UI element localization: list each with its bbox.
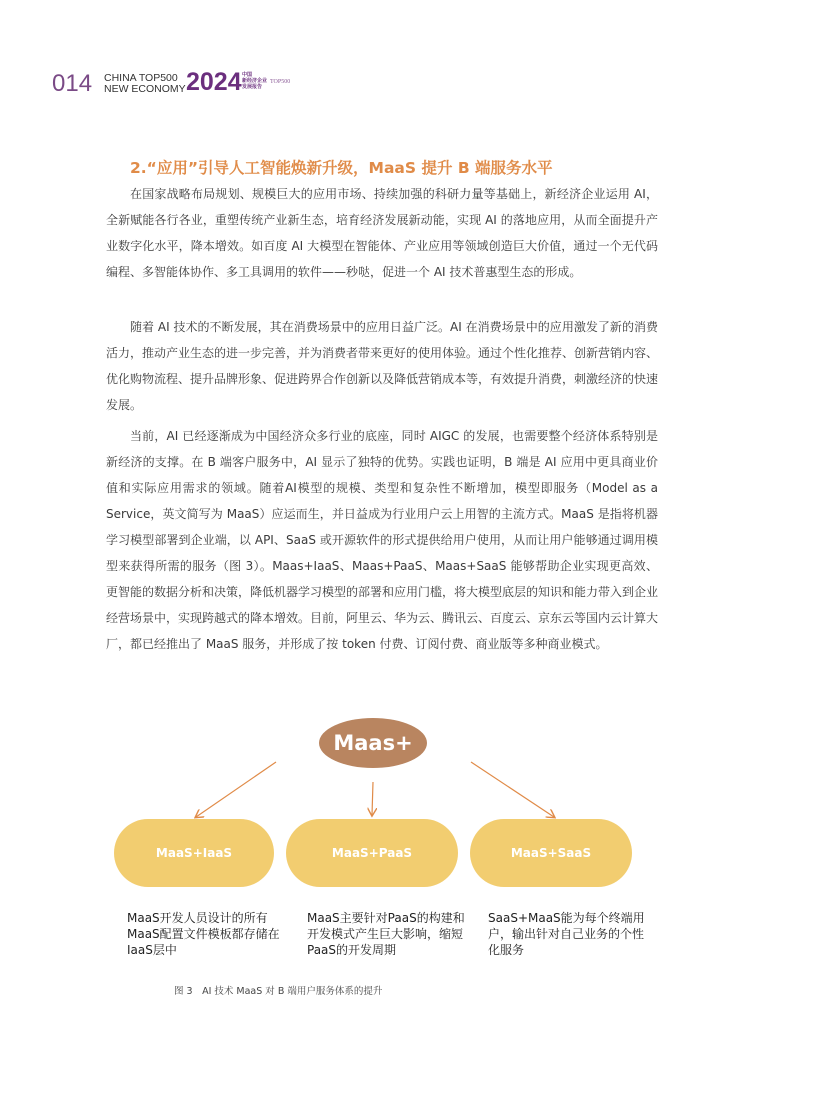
- maas-paas-description: MaaS主要针对PaaS的构建和开发模式产生巨大影响，缩短PaaS的开发周期: [307, 911, 465, 957]
- report-title-cn-line-3: 发展报告: [242, 84, 263, 90]
- brand-line-2: NEW ECONOMY: [104, 83, 186, 95]
- paragraph: 随着 AI 技术的不断发展，其在消费场景中的应用日益广泛。AI 在消费场景中的应用激发了新的消费活力，推动产业生态的进一步完善，并为消费者带来更好的使用体验。通过个性化推荐、创新营销内容、优化购物流程、提升品牌形象、促进跨界合作创新以及降低营销成本等，有效提升消费，刺激经济的快速发展。: [106, 320, 659, 412]
- section-title: 2.“应用”引导人工智能焕新升级，MaaS 提升 B 端服务水平: [130, 159, 553, 177]
- page-number: 014: [52, 70, 93, 97]
- maas-paas-node: MaaS+PaaS: [286, 819, 458, 887]
- report-title-cn-line-1: 中国: [242, 72, 253, 78]
- figure-caption: 图 3 AI 技术 MaaS 对 B 端用户服务体系的提升: [174, 986, 383, 997]
- arrow-to-iaas: [196, 762, 276, 817]
- brand-english: [104, 73, 188, 95]
- report-title-cn: [242, 72, 272, 90]
- maas-center-node: Maas+: [319, 718, 427, 768]
- maas-saas-node: MaaS+SaaS: [470, 819, 632, 887]
- maas-iaas-node: MaaS+IaaS: [114, 819, 274, 887]
- maas-saas-description: SaaS+MaaS能为每个终端用户，输出针对自己业务的个性化服务: [488, 911, 645, 957]
- paragraph: 在国家战略布局规划、规模巨大的应用市场、持续加强的科研力量等基础上，新经济企业运用 AI，全新赋能各行各业，重塑传统产业新生态，培育经济发展新动能，实现 AI 的落地应用，从而全面提升产业数字化水平，降本增效。如百度 AI 大模型在智能体、产业应用等领域创造巨大价值，通过一个无代码编程、多智能体协作、多工具调用的软件——秒哒，促进一个 AI 技术普惠型生态的形成。: [106, 187, 658, 279]
- arrow-to-saas: [471, 762, 554, 817]
- report-title-cn-line-2: 新经济企业: [242, 78, 268, 84]
- top500-mark: TOP500: [270, 79, 291, 85]
- brand-line-1: CHINA TOP500: [104, 72, 178, 84]
- maas-iaas-description: MaaS开发人员设计的所有MaaS配置文件模板都存储在IaaS层中: [127, 911, 280, 957]
- arrow-to-paas: [372, 782, 373, 815]
- paragraph: 当前，AI 已经逐渐成为中国经济众多行业的底座，同时 AIGC 的发展，也需要整个经济体系特别是新经济的支撑。在 B 端客户服务中，AI 显示了独特的优势。实践也证明，B 端是 AI 应用中更具商业价值和实际应用需求的领域。随着AI模型的规模、类型和复杂性不断增加，模型即服务（Model as a Service，英文简写为 MaaS）应运而生，并日益成为行业用户云上用智的主流方式。MaaS 是指将机器学习模型部署到企业端，以 API、SaaS 或开源软件的形式提供给用户使用，从而让用户能够通过调用模型来获得所需的服务（图 3）。Maas+IaaS、Maas+PaaS、Maas+SaaS 能够帮助企业实现更高效、更智能的数据分析和决策，降低机器学习模型的部署和应用门槛，将大模型底层的知识和能力带入到企业经营场景中，实现跨越式的降本增效。目前，阿里云、华为云、腾讯云、百度云、京东云等国内云计算大厂，都已经推出了 MaaS 服务，并形成了按 token 付费、订阅付费、商业版等多种商业模式。: [106, 429, 659, 651]
- report-year: 2024: [186, 68, 242, 96]
